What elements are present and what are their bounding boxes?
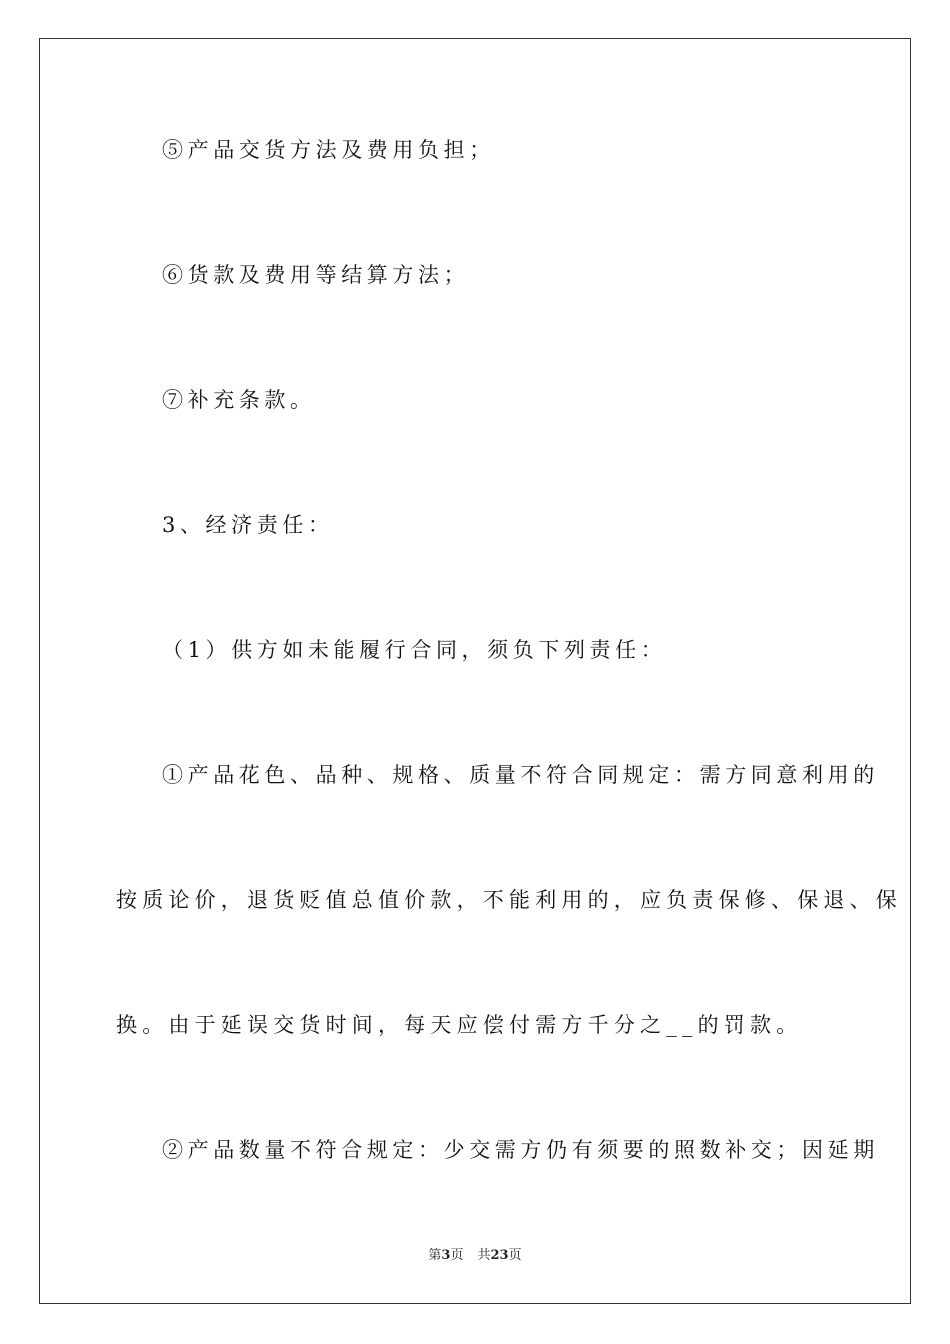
page-border <box>39 38 911 1304</box>
total-suffix: 页 <box>508 1248 522 1263</box>
clause-6-settlement: ⑥货款及费用等结算方法； <box>162 263 470 287</box>
page-number: 3 <box>441 1248 451 1263</box>
total-pages: 23 <box>490 1248 509 1263</box>
section-3-heading: 3、经济责任： <box>162 513 334 537</box>
subsection-1-heading: （1）供方如未能履行合同，须负下列责任： <box>162 638 667 662</box>
paragraph-1-line-3: 换。由于延误交货时间，每天应偿付需方千分之__的罚款。 <box>116 1013 803 1037</box>
paragraph-1-line-1: ①产品花色、品种、规格、质量不符合同规定：需方同意利用的 <box>162 763 879 787</box>
page-suffix: 页 <box>450 1248 464 1263</box>
clause-5-delivery-cost: ⑤产品交货方法及费用负担； <box>162 138 495 162</box>
page-footer <box>0 1247 950 1265</box>
total-prefix: 共 <box>477 1248 491 1263</box>
paragraph-1-line-2: 按质论价，退货贬值总值价款，不能利用的，应负责保修、保退、保 <box>116 888 902 912</box>
paragraph-2-line-1: ②产品数量不符合规定：少交需方仍有须要的照数补交；因延期 <box>162 1138 879 1162</box>
page-prefix: 第 <box>428 1248 442 1263</box>
clause-7-supplementary: ⑦补充条款。 <box>162 388 316 412</box>
